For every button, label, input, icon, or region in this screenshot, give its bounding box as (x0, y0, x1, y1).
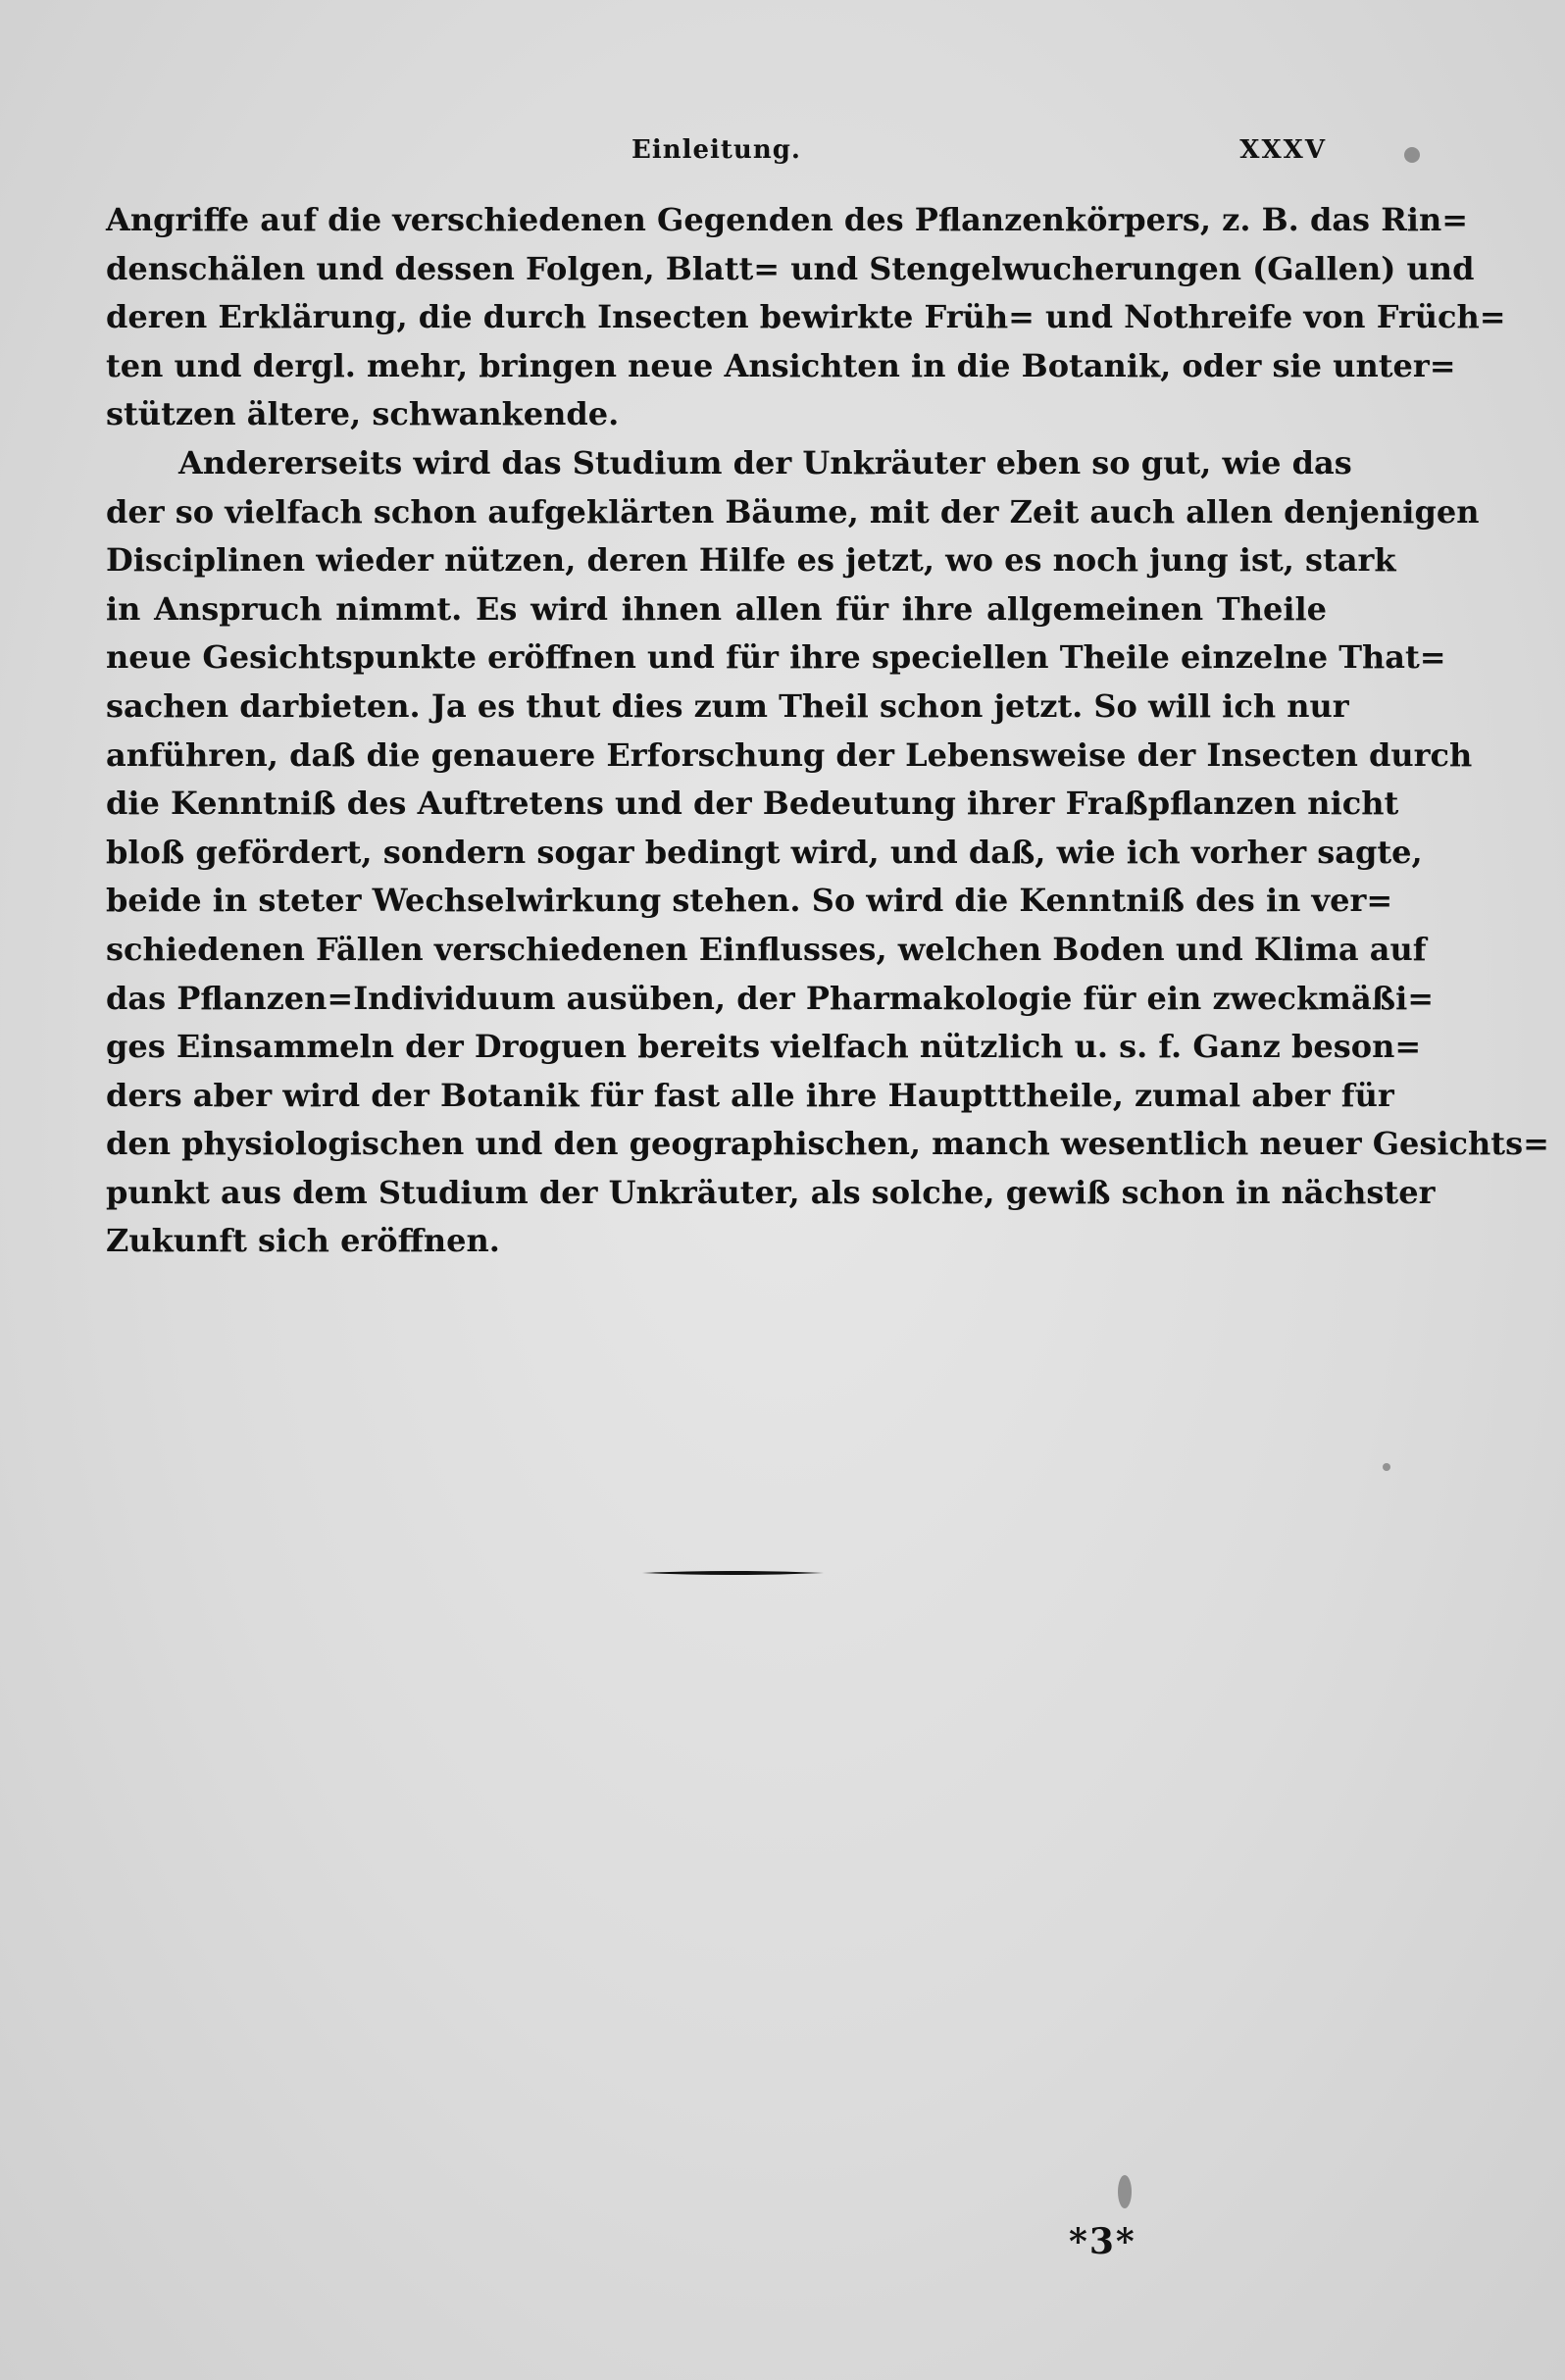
text-line: in Anspruch nimmt. Es wird ihnen allen für ihre allgemeinen Theile (106, 589, 1327, 628)
text-line: neue Gesichtspunkte eröffnen und für ihre speciellen Theile einzelne That= (106, 638, 1446, 677)
text-line: anführen, daß die genauere Erforschung der Lebensweise der Insecten durch (106, 735, 1473, 774)
section-divider (642, 1570, 824, 1576)
text-line: Andererseits wird das Studium der Unkräuter eben so gut, wie das (178, 443, 1352, 481)
text-line: Disciplinen wieder nützen, deren Hilfe es jetzt, wo es noch jung ist, stark (106, 541, 1396, 580)
text-line: schiedenen Fällen verschiedenen Einflusses, welchen Boden und Klima auf (106, 930, 1427, 968)
text-line: der so vielfach schon aufgeklärten Bäume, mit der Zeit auch allen denjenigen (106, 492, 1480, 531)
text-line: das Pflanzen=Individuum ausüben, der Pharmakologie für ein zweckmäßi= (106, 979, 1435, 1017)
paragraph (106, 439, 1549, 1266)
page-number: XXXV (1239, 135, 1327, 165)
ink-speck (1118, 2175, 1132, 2208)
text-line: Angriffe auf die verschiedenen Gegenden des Pflanzenkörpers, z. B. das Rin= (106, 201, 1469, 238)
text-line: bloß gefördert, sondern sogar bedingt wird, und daß, wie ich vorher sagte, (106, 833, 1423, 871)
text-line: die Kenntniß des Auftretens und der Bedeutung ihrer Fraßpflanzen nicht (106, 785, 1399, 823)
paragraph (106, 196, 1506, 439)
running-header (106, 135, 1327, 175)
signature-mark: *3* (1069, 2221, 1136, 2262)
header-title: Einleitung. (631, 135, 801, 165)
text-line: punkt aus dem Studium der Unkräuter, als solche, gewiß schon in nächster (106, 1173, 1436, 1211)
text-line: denschälen und dessen Folgen, Blatt= und Stengelwucherungen (Gallen) und (106, 249, 1475, 287)
text-line: stützen ältere, schwankende. (106, 395, 620, 433)
text-line: den physiologischen und den geographischen, manch wesentlich neuer Gesichts= (106, 1125, 1549, 1163)
text-line: sachen darbieten. Ja es thut dies zum Theil schon jetzt. So will ich nur (106, 686, 1349, 725)
body-text (106, 196, 1549, 1266)
text-line: beide in steter Wechselwirkung stehen. So wird die Kenntniß des in ver= (106, 882, 1393, 920)
text-line: Zukunft sich eröffnen. (106, 1222, 500, 1260)
text-line: ges Einsammeln der Droguen bereits vielfach nützlich u. s. f. Ganz beson= (106, 1028, 1422, 1066)
ink-speck (1383, 1463, 1390, 1471)
ink-speck (1404, 147, 1420, 163)
text-line: deren Erklärung, die durch Insecten bewirkte Früh= und Nothreife von Früch= (106, 298, 1506, 336)
text-line: ders aber wird der Botanik für fast alle ihre Hauptttheile, zumal aber für (106, 1076, 1394, 1114)
text-line: ten und dergl. mehr, bringen neue Ansichten in die Botanik, oder sie unter= (106, 346, 1456, 384)
